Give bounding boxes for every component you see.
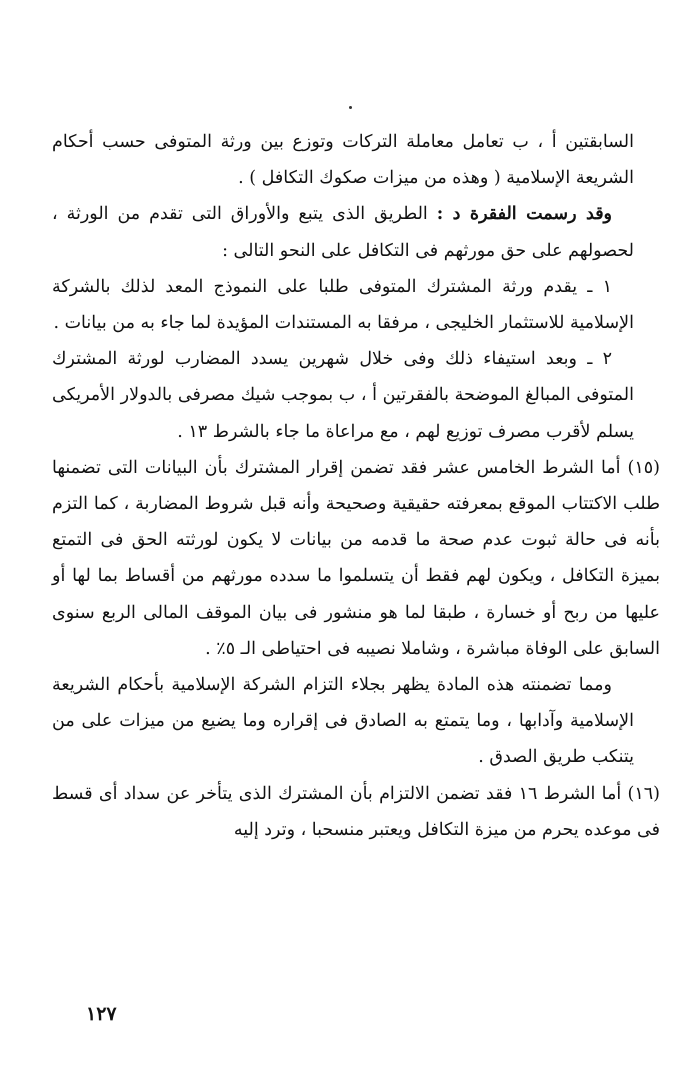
clause-d-body: الطريق الذى يتبع والأوراق التى تقدم من الورثة ، لحصولهم على حق مورثهم فى التكافل على النحو التالى :: [52, 204, 634, 261]
paragraph-commentary: ومما تضمنته هذه المادة يظهر بجلاء التزام الشركة الإسلامية بأحكام الشريعة الإسلامية وآدابها ، وما يتمتع به الصادق فى إقراره وما يضيع من ميزات على من يتنكب طريق الصدق .: [52, 675, 634, 768]
paragraph-clause-16: (١٦) أما الشرط ١٦ فقد تضمن الالتزام بأن المشترك الذى يتأخر عن سداد أى قسط فى موعده يحرم من ميزة التكافل ويعتبر منسحبا ، وترد إليه: [52, 783, 660, 840]
decorative-dot: [349, 106, 352, 109]
body-text: [52, 124, 660, 848]
clause-d-heading: وقد رسمت الفقرة د :: [436, 204, 613, 225]
paragraph-item-2: ٢ ـ وبعد استيفاء ذلك وفى خلال شهرين يسدد المضارب لورثة المشترك المتوفى المبالغ الموضحة بالفقرتين أ ، ب بموجب شيك مصرفى بالدولار الأمريكى يسلم لأقرب مصرف توزيع لهم ، مع مراعاة ما جاء بالشرط ١٣ .: [52, 349, 634, 442]
paragraph-clause-15: (١٥) أما الشرط الخامس عشر فقد تضمن إقرار المشترك بأن البيانات التى تضمنها طلب الاكتتاب الموقع بمعرفته حقيقية وصحيحة وأنه قبل شروط المضاربة ، كما التزم بأنه فى حالة ثبوت عدم صحة ما قدمه من بيانات لا يكون لورثته الحق فى التمتع بميزة التكافل ، ويكون لهم فقط أن يتسلموا ما سدده مورثهم من أقساط بما لها أو عليها من ربح أو خسارة ، طبقا لما هو منشور فى بيان الموقف المالى الربع سنوى السابق على الوفاة مباشرة ، وشاملا نصيبه فى احتياطى الـ ٥٪ .: [52, 457, 660, 659]
paragraph-continuation: السابقتين أ ، ب تعامل معاملة التركات وتوزع بين ورثة المتوفى حسب أحكام الشريعة الإسلامية ( وهذه من ميزات صكوك التكافل ) .: [52, 132, 634, 189]
paragraph-item-1: ١ ـ يقدم ورثة المشترك المتوفى طلبا على النموذج المعد لذلك بالشركة الإسلامية للاستثمار الخليجى ، مرفقا به المستندات المؤيدة لما جاء به من بيانات .: [52, 276, 634, 334]
paragraph-clause-d: [52, 196, 634, 268]
page-number: ١٢٧: [86, 1003, 117, 1025]
